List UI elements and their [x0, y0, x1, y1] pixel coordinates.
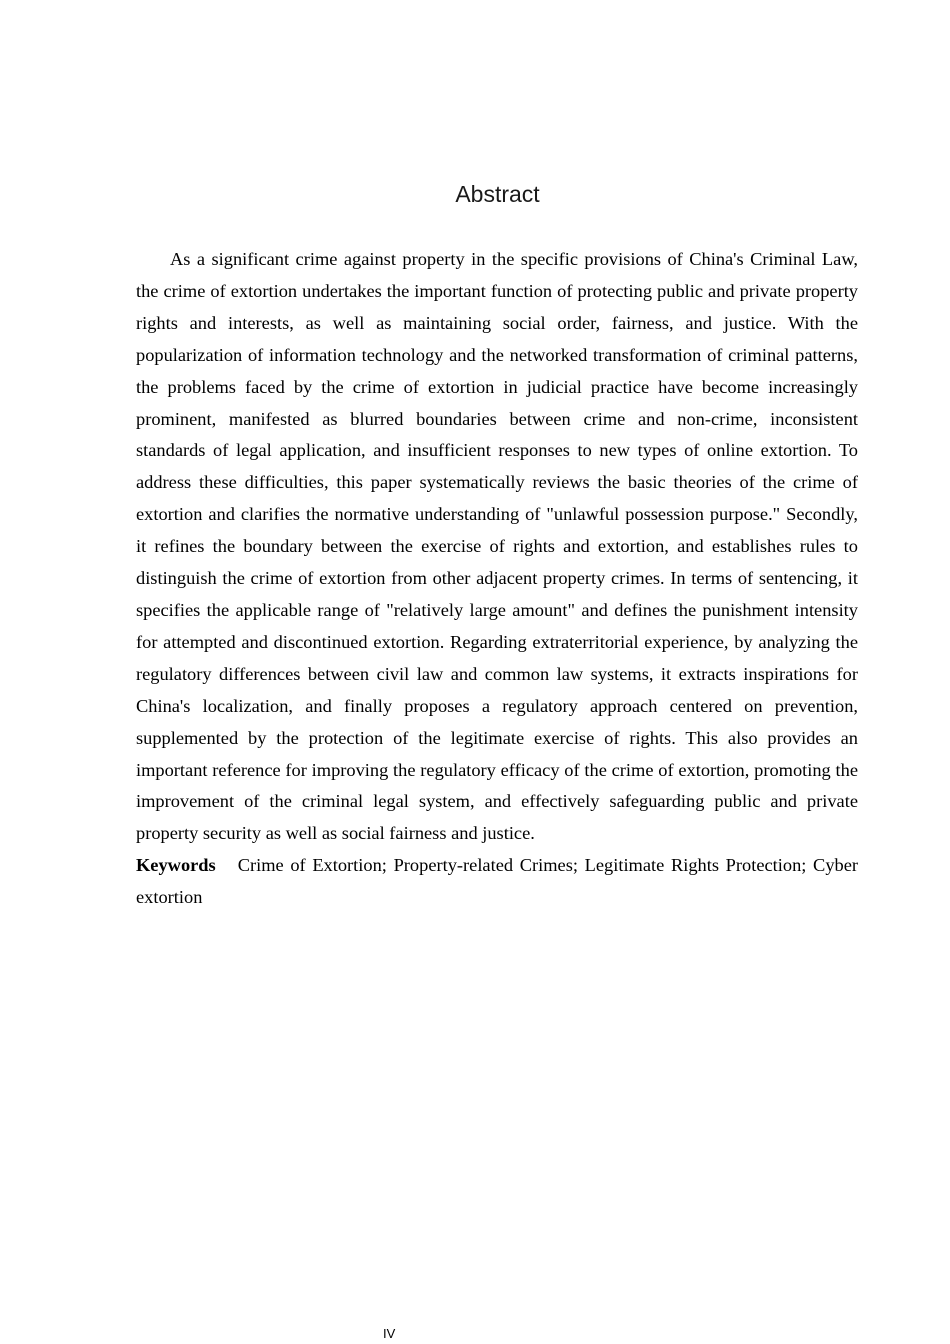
- abstract-paragraph: As a significant crime against property in the specific provisions of China's Criminal Law, the crime of extortion undertakes the important function of protecting public and private property rights and interests, as well as maintaining social order, fairness, and justice. With the popularization of information technology and the networked transformation of criminal patterns, the problems faced by the crime of extortion in judicial practice have become increasingly prominent, manifested as blurred boundaries between crime and non-crime, inconsistent standards of legal application, and insufficient responses to new types of online extortion. To address these difficulties, this paper systematically reviews the basic theories of the crime of extortion and clarifies the normative understanding of "unlawful possession purpose." Secondly, it refines the boundary between the exercise of rights and extortion, and establishes rules to distinguish the crime of extortion from other adjacent property crimes. In terms of sentencing, it specifies the applicable range of "relatively large amount" and defines the punishment intensity for attempted and discontinued extortion. Regarding extraterritorial experience, by analyzing the regulatory differences between civil law and common law systems, it extracts inspirations for China's localization, and finally proposes a regulatory approach centered on prevention, supplemented by the protection of the legitimate exercise of rights. This also provides an important reference for improving the regulatory efficacy of the crime of extortion, promoting the improvement of the criminal legal system, and effectively safeguarding public and private property security as well as social fairness and justice.: [136, 249, 858, 844]
- keywords-paragraph: [136, 850, 858, 914]
- page-number: IV: [383, 1326, 396, 1341]
- keywords-list: Crime of Extortion; Property-related Crimes; Legitimate Rights Protection; Cyber extortion: [136, 855, 858, 908]
- abstract-title: Abstract: [455, 181, 540, 207]
- abstract-body: [136, 244, 858, 914]
- keywords-label: Keywords: [136, 855, 216, 876]
